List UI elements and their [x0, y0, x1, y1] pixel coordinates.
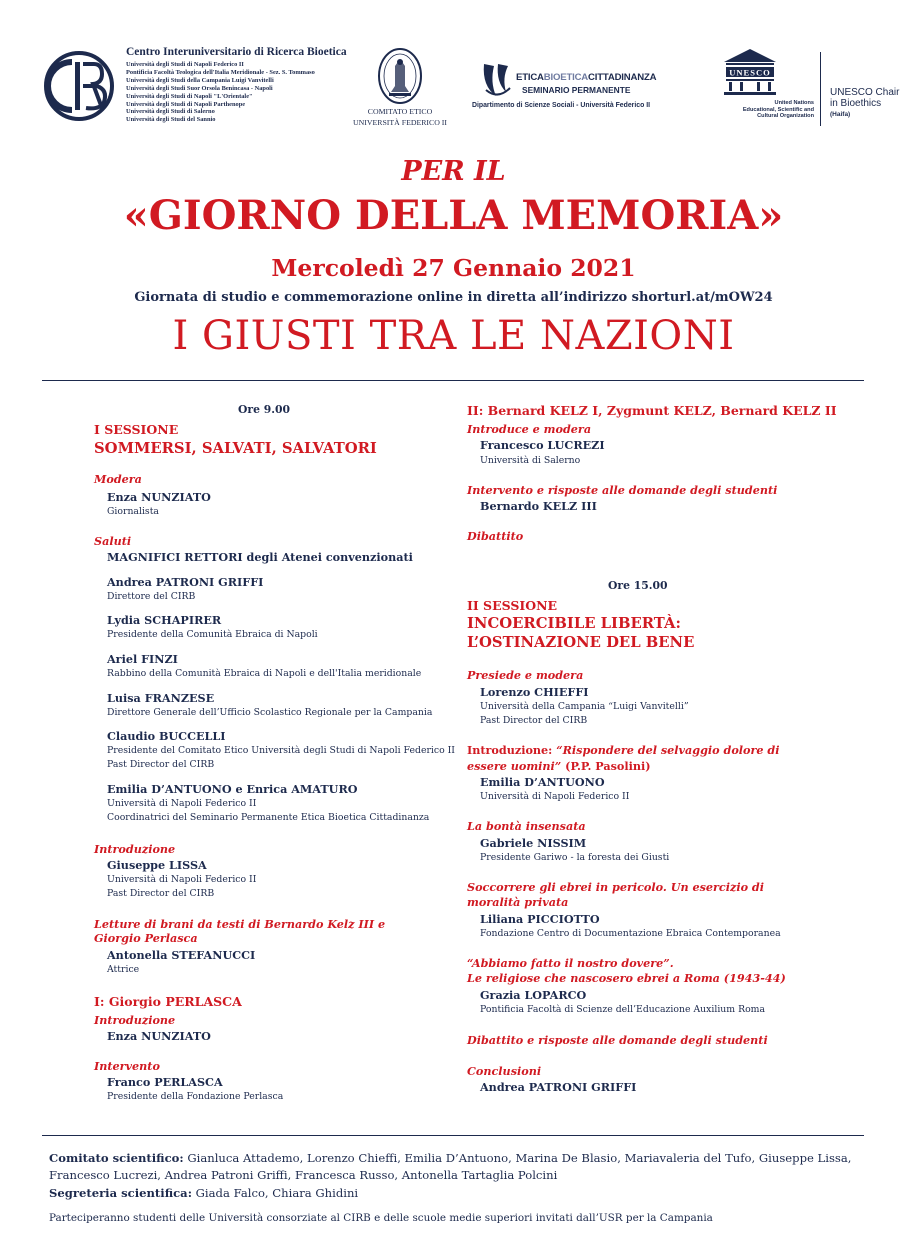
speaker-affiliation: Direttore del CIRB: [107, 591, 196, 602]
speaker-affiliation: Università della Campania “Luigi Vanvitelli”: [480, 701, 689, 712]
event-description: Giornata di studio e commemorazione online in diretta all’indirizzo shorturl.at/mOW24: [134, 290, 773, 305]
intro-quote: essere uomini”: [467, 759, 562, 773]
bottom-divider: [42, 1135, 864, 1136]
session-title: SOMMERSI, SALVATI, SALVATORI: [94, 440, 377, 457]
speaker-name: Gabriele NISSIM: [480, 836, 587, 850]
speaker-affiliation: Coordinatrici del Seminario Permanente Etica Bioetica Cittadinanza: [107, 812, 430, 823]
speaker-name: Emilia D’ANTUONO: [480, 775, 605, 789]
speaker-affiliation: Pontificia Facoltà di Scienze dell’Educazione Auxilium Roma: [480, 1004, 766, 1015]
cittadinanza-word: CITTADINANZA: [588, 72, 657, 83]
logos-header: [42, 42, 900, 134]
speaker-affiliation: Università di Salerno: [480, 455, 581, 466]
etica-bioetica-subtitle: SEMINARIO PERMANENTE: [522, 85, 631, 95]
speaker-name: Lorenzo CHIEFFI: [480, 685, 589, 699]
speaker-name: Franco PERLASCA: [107, 1075, 223, 1089]
cirb-member: Università degli Studi di Napoli Parthenope: [126, 100, 246, 108]
role-label: Introduce e modera: [467, 422, 592, 436]
bioetica-word: BIOETICA: [543, 72, 589, 83]
speaker-name: Emilia D’ANTUONO e Enrica AMATURO: [107, 782, 358, 796]
role-label: Introduzione: [94, 842, 176, 856]
role-label: [467, 760, 651, 773]
role-label: Dibattito e risposte alle domande degli studenti: [467, 1033, 768, 1047]
secretariat-label: Segreteria scientifica:: [49, 1186, 192, 1200]
cirb-member: Università degli Studi di Napoli "L'Orientale": [126, 92, 253, 100]
speaker-name: Liliana PICCIOTTO: [480, 912, 600, 926]
speaker-affiliation: Presidente del Comitato Etico Università degli Studi di Napoli Federico II: [107, 745, 455, 756]
session-time: Ore 15.00: [608, 579, 668, 592]
cirb-member: Pontificia Facoltà Teologica dell'Italia Meridionale - Sez. S. Tommaso: [126, 68, 315, 76]
intro-source: (P.P. Pasolini): [565, 759, 651, 773]
participants-note: Parteciperanno studenti delle Università consorziate al CIRB e delle scuole medie superiori invitati dall’USR per la Campania: [49, 1212, 713, 1224]
speaker-affiliation: Università di Napoli Federico II: [480, 791, 630, 802]
session-label: II SESSIONE: [467, 598, 558, 613]
session-title: INCOERCIBILE LIBERTÀ:: [467, 615, 681, 632]
cirb-block: [42, 42, 372, 132]
speaker-affiliation: Università di Napoli Federico II: [107, 798, 257, 809]
role-label: Introduzione: [94, 1013, 176, 1027]
role-label: Letture di brani da testi di Bernardo Kelz III e: [94, 917, 386, 931]
role-label: moralità privata: [467, 895, 569, 909]
unesco-temple-logo-icon: [722, 48, 778, 96]
speaker-affiliation: Giornalista: [107, 506, 159, 517]
speaker-name: Bernardo KELZ III: [480, 499, 597, 513]
speaker-name: Enza NUNZIATO: [107, 1029, 211, 1043]
scientific-committee: [49, 1150, 869, 1184]
unesco-org-line: United Nations: [774, 100, 814, 106]
role-label: [467, 744, 779, 757]
intro-label: Introduzione:: [467, 743, 553, 757]
speaker-affiliation: Past Director del CIRB: [480, 715, 588, 726]
cirb-member: Università degli Studi di Salerno: [126, 108, 215, 116]
cirb-members: [126, 61, 315, 124]
cirb-logo-icon: [42, 50, 116, 122]
unesco-org-name: [686, 100, 814, 120]
segment-title: II: Bernard KELZ I, Zygmunt KELZ, Bernard KELZ II: [467, 403, 837, 418]
role-label: La bontà insensata: [467, 819, 586, 833]
speaker-name: Enza NUNZIATO: [107, 490, 211, 504]
committee-names: Gianluca Attademo, Lorenzo Chieffi, Emilia D’Antuono, Marina De Blasio, Mariavaleria del Tufo, Giuseppe Lissa, Francesco Lucrezi, Andrea Patroni Griffi, Francesca Russo, Antonella Tartaglia Polcini: [49, 1151, 852, 1182]
role-label: Modera: [94, 472, 142, 486]
speaker-name: Claudio BUCCELLI: [107, 729, 226, 743]
title-giorno-della-memoria: «GIORNO DELLA MEMORIA»: [123, 192, 784, 239]
role-label: Presiede e modera: [467, 668, 584, 682]
title-per-il: PER IL: [401, 156, 506, 187]
speaker-affiliation: Direttore Generale dell’Ufficio Scolastico Regionale per la Campania: [107, 707, 433, 718]
unesco-divider: [820, 52, 821, 126]
speaker-affiliation: Past Director del CIRB: [107, 888, 215, 899]
speaker-affiliation: Past Director del CIRB: [107, 759, 215, 770]
intro-quote: “Rispondere del selvaggio dolore di: [556, 743, 780, 757]
role-label: Intervento e risposte alle domande degli studenti: [467, 483, 778, 497]
speaker-affiliation: Attrice: [107, 964, 140, 975]
cirb-member: Università degli Studi del Sannio: [126, 116, 216, 124]
speaker-affiliation: Presidente Gariwo - la foresta dei Giusti: [480, 852, 670, 863]
unesco-chair: [830, 88, 899, 109]
role-label: Le religiose che nascosero ebrei a Roma (1943-44): [467, 971, 786, 985]
session-time: Ore 9.00: [238, 403, 291, 416]
speaker-name: Andrea PATRONI GRIFFI: [107, 575, 264, 589]
unesco-chair-line: UNESCO Chair: [830, 87, 900, 98]
comitato-etico-block: [344, 46, 456, 128]
unesco-logo-text: UNESCO: [729, 67, 771, 78]
etica-word: ETICA: [516, 72, 544, 83]
university-seal-icon: [376, 46, 424, 106]
speaker-name: Francesco LUCREZI: [480, 438, 605, 452]
unesco-org-line: Cultural Organization: [757, 113, 814, 119]
session-title: L’OSTINAZIONE DEL BENE: [467, 634, 695, 651]
scientific-secretariat: [49, 1185, 869, 1202]
speaker-name: Ariel FINZI: [107, 652, 178, 666]
role-label: Intervento: [94, 1059, 160, 1073]
role-label: Giorgio Perlasca: [94, 931, 198, 945]
speaker-name: Luisa FRANZESE: [107, 691, 215, 705]
role-label: Dibattito: [467, 529, 524, 543]
committee-label: Comitato scientifico:: [49, 1151, 184, 1165]
unesco-org-line: Educational, Scientific and: [742, 106, 814, 113]
event-theme-title: I GIUSTI TRA LE NAZIONI: [172, 313, 735, 359]
speaker-affiliation: Fondazione Centro di Documentazione Ebraica Contemporanea: [480, 928, 781, 939]
unesco-haifa: (Haifa): [830, 111, 851, 118]
cirb-member: Università degli Studi Suor Orsola Benincasa - Napoli: [126, 84, 273, 92]
role-label: Conclusioni: [467, 1064, 542, 1078]
etica-bioetica-department: Dipartimento di Scienze Sociali - Università Federico II: [472, 102, 651, 109]
top-divider: [42, 380, 864, 381]
segment-title: I: Giorgio PERLASCA: [94, 994, 242, 1009]
event-date: Mercoledì 27 Gennaio 2021: [271, 254, 636, 282]
session-label: I SESSIONE: [94, 422, 179, 437]
unesco-chair-line: in Bioethics: [830, 97, 882, 109]
speaker-affiliation: Presidente della Comunità Ebraica di Napoli: [107, 629, 318, 640]
speaker-name: Andrea PATRONI GRIFFI: [480, 1080, 637, 1094]
cirb-title: Centro Interuniversitario di Ricerca Bioetica: [126, 46, 347, 58]
role-label: “Abbiamo fatto il nostro dovere”.: [467, 956, 674, 970]
cirb-member: Università degli Studi di Napoli Federico II: [126, 61, 244, 68]
speaker-name: Lydia SCHAPIRER: [107, 613, 222, 627]
speaker-name: Grazia LOPARCO: [480, 988, 587, 1002]
secretariat-names: Giada Falco, Chiara Ghidini: [195, 1186, 359, 1200]
speaker-name: Giuseppe LISSA: [107, 858, 207, 872]
comitato-etico-line1: COMITATO ETICO: [367, 107, 433, 116]
etica-bioetica-logo-icon: [480, 60, 514, 100]
speaker-name: MAGNIFICI RETTORI degli Atenei convenzionati: [107, 550, 413, 564]
role-label: Saluti: [94, 534, 132, 548]
speaker-affiliation: Università di Napoli Federico II: [107, 874, 257, 885]
cirb-member: Università degli Studi della Campania Luigi Vanvitelli: [126, 76, 274, 84]
etica-bioetica-name: [516, 72, 656, 83]
speaker-name: Antonella STEFANUCCI: [107, 948, 256, 962]
speaker-affiliation: Rabbino della Comunità Ebraica di Napoli e dell'Italia meridionale: [107, 668, 422, 679]
speaker-affiliation: Presidente della Fondazione Perlasca: [107, 1091, 284, 1102]
comitato-etico-line2: UNIVERSITÀ FEDERICO II: [353, 118, 447, 127]
role-label: Soccorrere gli ebrei in pericolo. Un esercizio di: [467, 880, 765, 894]
